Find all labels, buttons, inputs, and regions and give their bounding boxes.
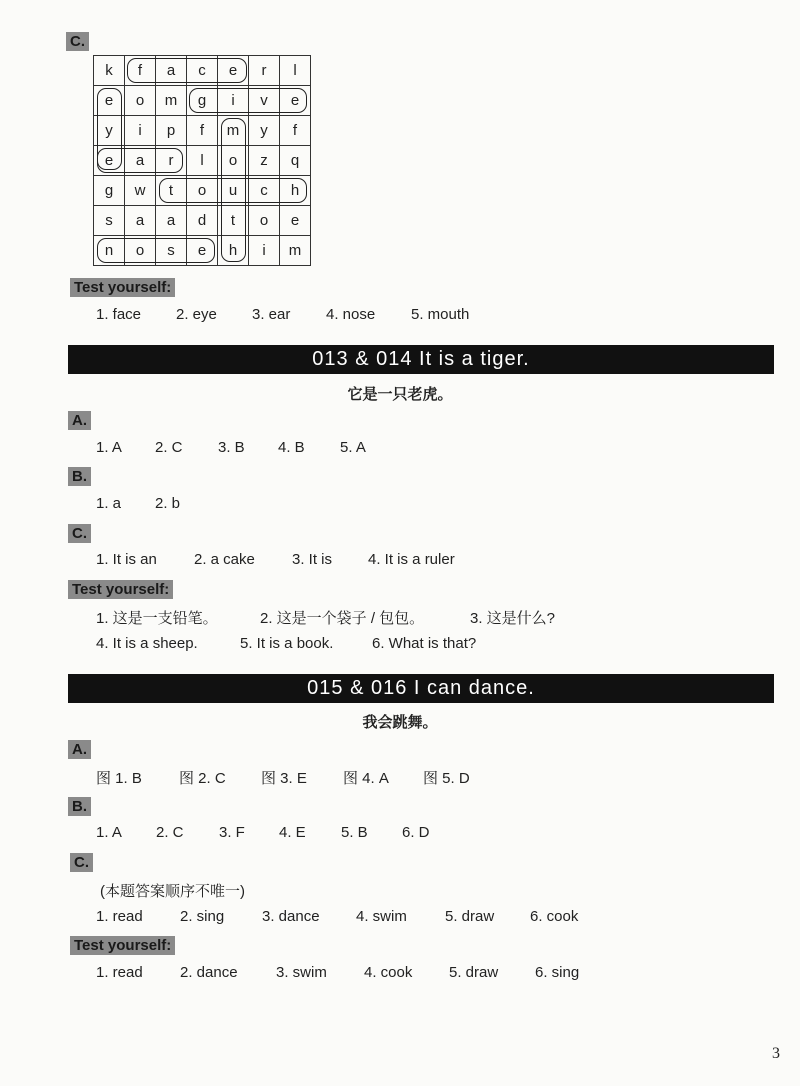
answer-item: 2. dance (180, 964, 238, 981)
answers-row (0, 908, 800, 926)
answer-item: 1. It is an (96, 551, 157, 568)
grid-cell: n (94, 236, 125, 266)
answer-item: 6. cook (530, 908, 579, 925)
answer-item: 5. It is a book. (240, 635, 334, 652)
grid-cell: a (125, 206, 156, 236)
answer-item: 图 5. D (423, 770, 470, 787)
answer-item: 5. B (341, 824, 368, 841)
answer-item: 1. read (96, 908, 143, 925)
grid-cell: i (218, 86, 249, 116)
section-c-tag: C. (68, 524, 91, 543)
grid-row (94, 116, 311, 146)
answer-item: 2. eye (176, 306, 217, 323)
grid-cell: k (94, 56, 125, 86)
section-b-tag: B. (68, 797, 91, 816)
section-c-tag: C. (70, 853, 93, 872)
answer-item: 4. cook (364, 964, 413, 981)
grid-cell: e (187, 236, 218, 266)
answers-row (0, 767, 800, 785)
answers-row (0, 495, 800, 513)
grid-cell: p (156, 116, 187, 146)
grid-cell: d (187, 206, 218, 236)
answers-row (0, 439, 800, 457)
answer-item: 4. nose (326, 306, 376, 323)
lesson-title-bar: 015 & 016 I can dance. (68, 674, 774, 703)
answer-item: 4. It is a sheep. (96, 635, 198, 652)
grid-cell: s (94, 206, 125, 236)
answer-item: 4. swim (356, 908, 407, 925)
answer-item: 2. b (155, 495, 181, 512)
answer-item: 3. B (218, 439, 245, 456)
answer-item: 3. 这是什么? (470, 610, 556, 627)
answer-item: 1. face (96, 306, 142, 323)
word-loop-nose (97, 238, 215, 263)
section-a-tag: A. (68, 740, 91, 759)
grid-cell: o (249, 206, 280, 236)
answer-item: 3. F (219, 824, 245, 841)
grid-cell: l (280, 56, 311, 86)
answer-item: 2. a cake (194, 551, 255, 568)
answer-item: 1. a (96, 495, 122, 512)
grid-cell: g (187, 86, 218, 116)
grid-cell: o (187, 176, 218, 206)
answer-item: 6. What is that? (372, 635, 477, 652)
test-answers-row (0, 607, 800, 625)
grid-cell: a (156, 206, 187, 236)
grid-cell: c (249, 176, 280, 206)
answer-item: 2. C (156, 824, 184, 841)
lesson-title-bar: 013 & 014 It is a tiger. (68, 345, 774, 374)
answer-item: 6. D (402, 824, 430, 841)
answer-item: 图 3. E (261, 770, 307, 787)
answer-item: 2. sing (180, 908, 225, 925)
grid-cell: f (125, 56, 156, 86)
grid-cell: o (125, 236, 156, 266)
grid-cell: o (218, 146, 249, 176)
answers-row (0, 551, 800, 569)
grid-cell: i (125, 116, 156, 146)
answer-item: 3. ear (252, 306, 291, 323)
grid-row (94, 206, 311, 236)
grid-cell: z (249, 146, 280, 176)
grid-cell: e (280, 86, 311, 116)
section-b-tag: B. (68, 467, 91, 486)
answer-item: 6. sing (535, 964, 580, 981)
word-loop-face (127, 58, 247, 83)
grid-cell: h (280, 176, 311, 206)
answer-item: 5. draw (445, 908, 495, 925)
answer-item: 3. dance (262, 908, 320, 925)
grid-cell: m (280, 236, 311, 266)
test-answers-row (0, 306, 800, 324)
grid-cell: s (156, 236, 187, 266)
test-yourself-tag: Test yourself: (70, 278, 175, 297)
grid-cell: t (218, 206, 249, 236)
grid-cell: v (249, 86, 280, 116)
grid-cell: r (249, 56, 280, 86)
answer-item: 5. A (340, 439, 366, 456)
grid-cell: i (249, 236, 280, 266)
grid-cell: e (94, 86, 125, 116)
answer-item: 1. read (96, 964, 143, 981)
grid-cell: a (125, 146, 156, 176)
grid-cell: r (156, 146, 187, 176)
grid-cell: m (156, 86, 187, 116)
grid-cell: f (280, 116, 311, 146)
grid-cell: c (187, 56, 218, 86)
grid-cell: y (94, 116, 125, 146)
word-search-grid (93, 55, 311, 266)
lesson-subtitle: 我会跳舞。 (362, 714, 438, 731)
answer-item: 2. C (155, 439, 183, 456)
grid-cell: u (218, 176, 249, 206)
answer-item: 1. A (96, 824, 122, 841)
test-answers-row (0, 964, 800, 982)
lesson-subtitle: 它是一只老虎。 (347, 386, 453, 403)
answer-item: 4. B (278, 439, 305, 456)
page-number: 3 (772, 1045, 780, 1062)
test-answers-row (0, 635, 800, 653)
answer-item: 3. swim (276, 964, 327, 981)
answer-item: 4. E (279, 824, 306, 841)
test-yourself-tag: Test yourself: (68, 580, 173, 599)
grid-cell: f (187, 116, 218, 146)
grid-cell: l (187, 146, 218, 176)
answer-item: 5. draw (449, 964, 499, 981)
answer-item: 5. mouth (411, 306, 470, 323)
answer-item: 1. 这是一支铅笔。 (96, 610, 218, 627)
grid-cell: y (249, 116, 280, 146)
grid-cell: w (125, 176, 156, 206)
grid-cell: e (94, 146, 125, 176)
section-c-tag: C. (66, 32, 89, 51)
grid-cell: g (94, 176, 125, 206)
answer-item: 图 2. C (179, 770, 226, 787)
section-a-tag: A. (68, 411, 91, 430)
test-yourself-tag: Test yourself: (70, 936, 175, 955)
grid-cell: e (280, 206, 311, 236)
answer-item: 2. 这是一个袋子 / 包包。 (260, 610, 425, 627)
grid-cell: o (125, 86, 156, 116)
grid-cell: e (218, 56, 249, 86)
grid-cell: a (156, 56, 187, 86)
answer-item: 3. It is (292, 551, 333, 568)
answer-item: 图 1. B (96, 770, 142, 787)
grid-cell: t (156, 176, 187, 206)
grid-cell: m (218, 116, 249, 146)
word-loop-touch (159, 178, 307, 203)
note-row (0, 880, 800, 898)
answer-item: 4. It is a ruler (368, 551, 455, 568)
grid-cell: q (280, 146, 311, 176)
word-loop-give (189, 88, 307, 113)
grid-cell: h (218, 236, 249, 266)
word-loop-ear (97, 148, 183, 173)
answer-item: 图 4. A (343, 770, 389, 787)
answer-item: 1. A (96, 439, 122, 456)
answer-note: (本题答案顺序不唯一) (100, 883, 245, 900)
answers-row (0, 824, 800, 842)
